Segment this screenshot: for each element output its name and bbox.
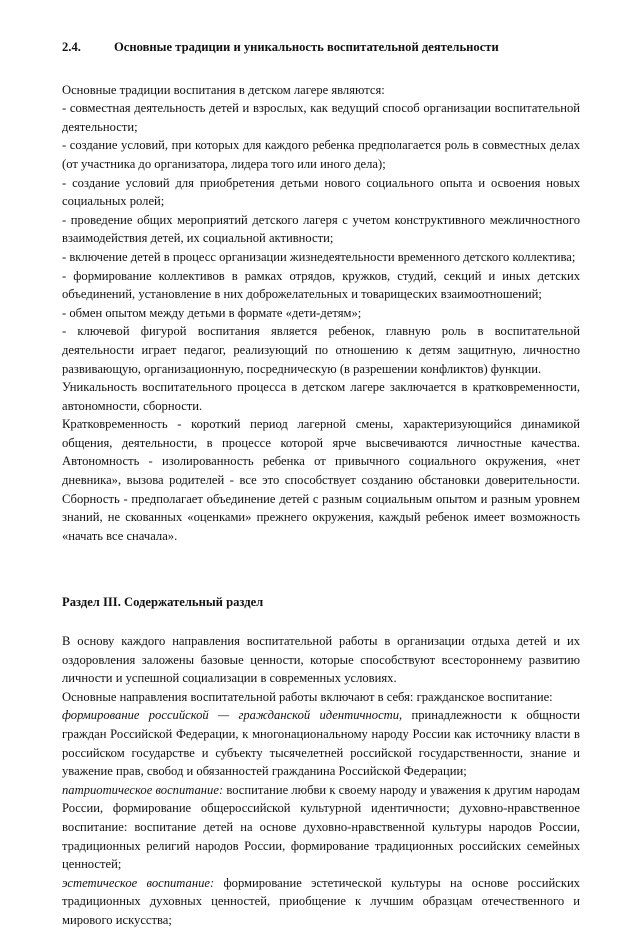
civic-em: формирование российской — гражданской идентичности, xyxy=(62,708,403,723)
section-number: 2.4. xyxy=(62,40,81,54)
tradition-item-4: - проведение общих мероприятий детского лагеря с учетом конструктивного межличностного взаимодействия детей, их социальной активности; xyxy=(62,212,580,246)
civic-text: принадлежности к общности граждан Российской Федерации, к многонациональному народу России как источнику власти в российском государстве и субъекту тысячелетней российской государственности, знание и уважение прав, свобод и обязанностей гражданина Российской Федерации; xyxy=(62,708,580,779)
tradition-item-1: - совместная деятельность детей и взрослых, как ведущий способ организации воспитательной деятельности; xyxy=(62,101,580,134)
patriotic-paragraph xyxy=(62,781,580,874)
patriotic-text: воспитание любви к своему народу и уважения к другим народам России, формирование общероссийской культурной идентичности; духовно-нравственное воспитание: воспитание детей на основе духовно-нравственной культуры народов России, традиционных религий народов России, формирование традиционных российских семейных ценностей; xyxy=(62,782,580,872)
traditions-intro: Основные традиции воспитания в детском лагере являются: xyxy=(62,82,385,97)
directions-intro: Основные направления воспитательной работы включают в себя: гражданское воспитание: xyxy=(62,689,553,704)
tradition-item-6: - формирование коллективов в рамках отрядов, кружков, студий, секций и иных детских объединений, установление в них доброжелательных и товарищеских взаимоотношений; xyxy=(62,268,580,302)
tradition-item-7: - обмен опытом между детьми в формате «дети-детям»; xyxy=(62,305,362,320)
uniqueness-paragraph: Уникальность воспитательного процесса в детском лагере заключается в кратковременности, автономности, сборности. xyxy=(62,380,580,413)
tradition-item-2: - создание условий, при которых для каждого ребенка предполагается роль в совместных делах (от участника до организатора, лидера того или иного дела); xyxy=(62,138,580,171)
tradition-item-8: - ключевой фигурой воспитания является ребенок, главную роль в воспитательной деятельности играет педагог, реализующий по отношению к детям защитную, личностно развивающую, организационную, посредническую (в разрешении конфликтов) функции. xyxy=(62,324,580,376)
basis-paragraph: В основу каждого направления воспитательной работы в организации отдыха детей и их оздоровления заложены базовые ценности, которые способствуют всестороннему развитию личности и успешной социализации в современных условиях. xyxy=(62,634,580,686)
section-3-heading: Раздел III. Содержательный раздел xyxy=(62,595,264,610)
section-2-4-heading xyxy=(62,38,580,57)
aesthetic-em: эстетическое воспитание: xyxy=(62,875,215,890)
patriotic-em: патриотическое воспитание: xyxy=(62,782,224,797)
aesthetic-text: формирование эстетической культуры на основе российских традиционных духовных ценностей, приобщение к лучшим образцам отечественного и мирового искусства; xyxy=(62,875,580,927)
section-title: Основные традиции и уникальность воспитательной деятельности xyxy=(114,40,499,54)
tradition-item-3: - создание условий для приобретения детьми нового социального опыта и освоения новых социальных ролей; xyxy=(62,175,580,209)
civic-paragraph xyxy=(62,706,580,780)
aesthetic-paragraph xyxy=(62,874,580,930)
definitions-paragraph: Кратковременность - короткий период лагерной смены, характеризующийся динамикой общения, деятельности, в процессе которой ярче высвечиваются личностные качества. Автономность - изолированность ребенка от привычного социального окружения, «нет дневника», вызова родителей - все это способствует созданию обстановки доверительности. Сборность - предполагает объединение детей с разным социальным опытом и разным уровнем знаний, не скованных «оценками» прежнего окружения, каждый ребенок имеет возможность «начать все сначала». xyxy=(62,417,580,543)
tradition-item-5: - включение детей в процесс организации жизнедеятельности временного детского коллектива; xyxy=(62,249,576,264)
